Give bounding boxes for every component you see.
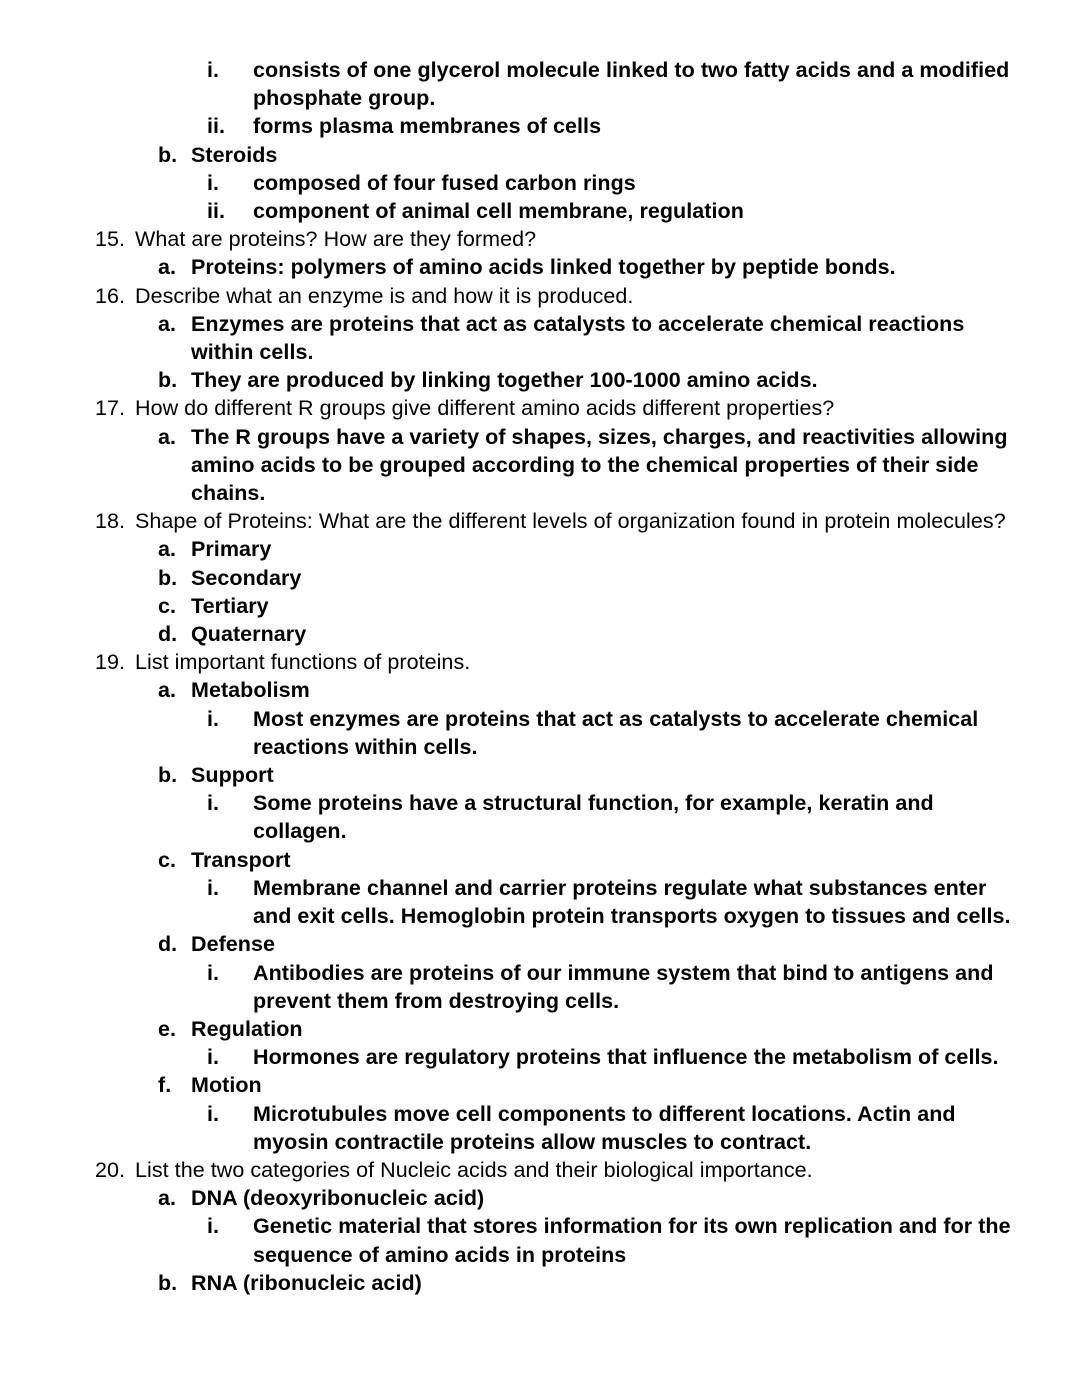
outline-item-marker: 15. — [95, 227, 126, 252]
outline-item-alpha — [95, 1015, 1019, 1043]
outline-item-marker: a. — [158, 255, 177, 280]
outline-item-roman — [95, 789, 1019, 845]
outline-item-marker: i. — [207, 960, 220, 985]
outline-item-text: Antibodies are proteins of our immune system that bind to antigens and prevent them from destroying cells. — [253, 960, 994, 1013]
outline-list — [95, 56, 1019, 1297]
outline-item-text: Shape of Proteins: What are the different levels of organization found in protein molecules? — [135, 509, 1006, 534]
outline-item-marker: f. — [158, 1073, 172, 1098]
outline-item-marker: 19. — [95, 650, 126, 675]
outline-item-roman — [95, 874, 1019, 930]
outline-item-marker: d. — [158, 622, 178, 647]
outline-item-marker: b. — [158, 763, 178, 788]
outline-item-text: Describe what an enzyme is and how it is produced. — [135, 283, 634, 308]
outline-item-marker: i. — [207, 1045, 220, 1070]
outline-item-marker: i. — [207, 1214, 220, 1239]
outline-item-marker: b. — [158, 368, 178, 393]
outline-item-marker: i. — [207, 170, 220, 195]
outline-item-text: What are proteins? How are they formed? — [135, 227, 537, 252]
outline-item-roman — [95, 1043, 1019, 1071]
outline-item-text: Most enzymes are proteins that act as catalysts to accelerate chemical reactions within cells. — [253, 706, 979, 759]
outline-item-text: composed of four fused carbon rings — [253, 170, 636, 195]
outline-item-text: Membrane channel and carrier proteins regulate what substances enter and exit cells. Hemoglobin protein transports oxygen to tissues and cells. — [253, 875, 1011, 929]
outline-item-num — [95, 1156, 1019, 1184]
outline-item-marker: 18. — [95, 509, 126, 534]
outline-item-alpha — [95, 535, 1019, 563]
outline-item-text: List the two categories of Nucleic acids and their biological importance. — [135, 1157, 813, 1182]
outline-item-roman — [95, 197, 1019, 225]
outline-item-marker: ii. — [207, 114, 226, 139]
outline-item-text: Steroids — [191, 142, 278, 167]
outline-item-text: Microtubules move cell components to different locations. Actin and myosin contractile proteins allow muscles to contract. — [253, 1101, 956, 1154]
outline-item-alpha — [95, 1184, 1019, 1212]
outline-item-text: Tertiary — [191, 593, 269, 618]
outline-item-text: component of animal cell membrane, regulation — [253, 199, 744, 224]
outline-item-marker: a. — [158, 424, 177, 449]
outline-item-text: Transport — [191, 847, 291, 872]
outline-item-roman — [95, 112, 1019, 140]
outline-item-num — [95, 648, 1019, 676]
outline-item-marker: a. — [158, 1186, 177, 1211]
outline-item-roman — [95, 705, 1019, 761]
outline-item-alpha — [95, 1269, 1019, 1297]
outline-item-text: Quaternary — [191, 622, 307, 647]
outline-item-marker: 16. — [95, 283, 126, 308]
outline-item-alpha — [95, 592, 1019, 620]
outline-item-text: Support — [191, 763, 274, 788]
outline-item-text: The R groups have a variety of shapes, sizes, charges, and reactivities allowing amino acids to be grouped according to the chemical properties of their side chains. — [191, 424, 1008, 506]
outline-item-marker: a. — [158, 678, 177, 703]
outline-item-text: DNA (deoxyribonucleic acid) — [191, 1186, 485, 1211]
outline-item-alpha — [95, 423, 1019, 508]
outline-item-alpha — [95, 930, 1019, 958]
outline-item-text: consists of one glycerol molecule linked to two fatty acids and a modified phosphate group. — [253, 58, 1010, 111]
outline-item-marker: i. — [207, 706, 220, 731]
outline-item-marker: e. — [158, 1016, 177, 1041]
outline-item-alpha — [95, 676, 1019, 704]
outline-item-text: Hormones are regulatory proteins that influence the metabolism of cells. — [253, 1045, 999, 1070]
outline-item-text: Defense — [191, 932, 275, 957]
outline-item-marker: a. — [158, 311, 177, 336]
outline-item-marker: d. — [158, 932, 178, 957]
outline-item-text: Proteins: polymers of amino acids linked together by peptide bonds. — [191, 255, 896, 280]
outline-item-marker: 20. — [95, 1157, 126, 1182]
outline-item-marker: i. — [207, 791, 220, 816]
outline-item-alpha — [95, 620, 1019, 648]
outline-item-text: They are produced by linking together 100-1000 amino acids. — [191, 368, 818, 393]
outline-item-marker: i. — [207, 58, 220, 82]
outline-item-roman — [95, 56, 1019, 112]
outline-item-alpha — [95, 846, 1019, 874]
outline-item-text: How do different R groups give different amino acids different properties? — [135, 396, 835, 421]
outline-item-text: Some proteins have a structural function, for example, keratin and collagen. — [253, 791, 934, 844]
outline-item-num — [95, 282, 1019, 310]
outline-item-marker: b. — [158, 565, 178, 590]
outline-item-marker: 17. — [95, 396, 126, 421]
outline-item-text: Regulation — [191, 1016, 303, 1041]
outline-item-roman — [95, 959, 1019, 1015]
outline-item-alpha — [95, 310, 1019, 366]
outline-item-alpha — [95, 141, 1019, 169]
outline-item-marker: a. — [158, 537, 177, 562]
outline-item-alpha — [95, 1071, 1019, 1099]
outline-item-text: Motion — [191, 1073, 262, 1098]
outline-item-text: List important functions of proteins. — [135, 650, 471, 675]
outline-item-text: Enzymes are proteins that act as catalysts to accelerate chemical reactions within cells. — [191, 311, 965, 365]
outline-item-alpha — [95, 564, 1019, 592]
outline-item-alpha — [95, 253, 1019, 281]
outline-item-marker: b. — [158, 142, 178, 167]
outline-item-roman — [95, 1212, 1019, 1268]
outline-item-text: forms plasma membranes of cells — [253, 114, 602, 139]
outline-item-text: Metabolism — [191, 678, 310, 703]
outline-item-alpha — [95, 761, 1019, 789]
outline-item-marker: c. — [158, 847, 177, 872]
outline-item-text: Secondary — [191, 565, 302, 590]
outline-item-roman — [95, 169, 1019, 197]
outline-item-text: Primary — [191, 537, 272, 562]
outline-item-num — [95, 394, 1019, 422]
outline-item-alpha — [95, 366, 1019, 394]
outline-item-text: RNA (ribonucleic acid) — [191, 1270, 422, 1295]
outline-item-marker: i. — [207, 875, 220, 900]
outline-item-marker: ii. — [207, 199, 226, 224]
outline-item-marker: b. — [158, 1270, 178, 1295]
outline-item-text: Genetic material that stores information for its own replication and for the sequence of amino acids in proteins — [253, 1214, 1011, 1267]
outline-item-marker: i. — [207, 1101, 220, 1126]
outline-item-roman — [95, 1100, 1019, 1156]
outline-item-num — [95, 225, 1019, 253]
outline-item-num — [95, 507, 1019, 535]
outline-item-marker: c. — [158, 593, 177, 618]
